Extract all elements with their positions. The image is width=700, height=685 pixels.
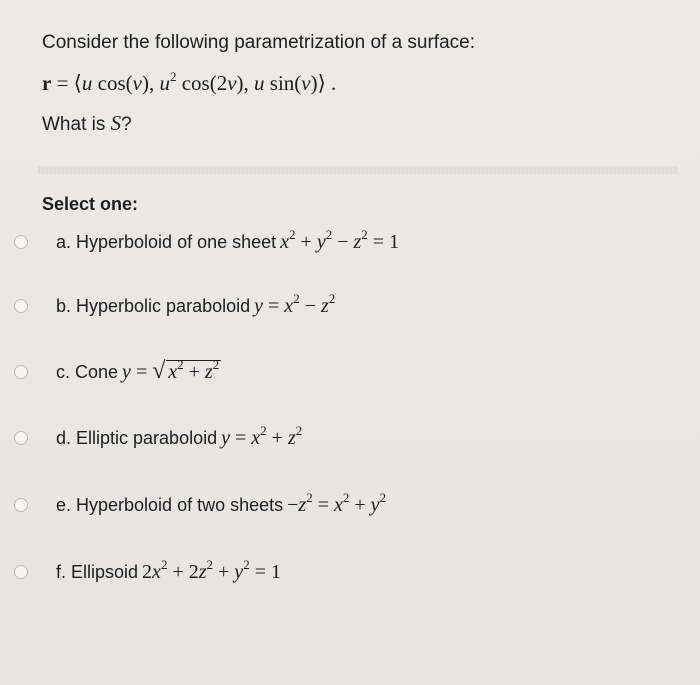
answer-option-d[interactable]	[14, 422, 302, 454]
square-root-icon: √ $x^2 + z^2$	[152, 356, 220, 384]
parametrization-formula	[42, 68, 642, 98]
answer-option-b[interactable]	[14, 290, 335, 322]
formula-cos2: cos(2	[176, 71, 228, 95]
formula-cos: cos(	[92, 71, 133, 95]
option-label: e. Hyperboloid of two sheets	[56, 495, 284, 515]
ask-variable: S	[110, 111, 122, 135]
radio-button-icon[interactable]	[14, 498, 28, 512]
formula-sin: sin(	[264, 71, 302, 95]
question-intro: Consider the following parametrization of a surface:	[42, 32, 476, 53]
formula-equals: =	[51, 71, 74, 95]
formula-vector-r: r	[42, 71, 52, 95]
formula-v: v	[227, 71, 237, 95]
option-equation: y = √ $x^2 + z^2$	[122, 356, 220, 384]
formula-u: u	[254, 71, 265, 95]
formula-u: u	[81, 71, 93, 95]
answer-option-a[interactable]	[14, 226, 399, 258]
ask-prefix: What is	[42, 114, 111, 135]
answer-option-f[interactable]	[14, 556, 281, 588]
option-label: f. Ellipsoid	[56, 562, 139, 582]
radio-button-icon[interactable]	[14, 235, 28, 249]
section-divider	[38, 166, 678, 174]
formula-v: v	[132, 71, 142, 95]
radio-button-icon[interactable]	[14, 299, 28, 313]
option-equation: $2x^2 + 2z^2 + y^2 = 1$	[142, 556, 281, 583]
answer-option-c[interactable]	[14, 356, 221, 388]
option-label: b. Hyperbolic paraboloid	[56, 296, 251, 316]
option-equation: $x^2 + y^2 - z^2 = 1$	[280, 226, 400, 253]
formula-close-bracket: )⟩ .	[310, 71, 337, 95]
radio-button-icon[interactable]	[14, 565, 28, 579]
formula-close: ),	[141, 71, 160, 95]
question-ask	[42, 110, 642, 138]
radio-button-icon[interactable]	[14, 365, 28, 379]
formula-open-bracket: ⟨	[73, 71, 82, 95]
select-one-label: Select one:	[42, 194, 139, 214]
formula-u: u	[159, 71, 170, 95]
formula-close: ),	[236, 71, 255, 95]
option-equation: $-z^2 = x^2 + y^2$	[287, 489, 387, 516]
question-block	[42, 30, 642, 138]
ask-suffix: ?	[121, 114, 132, 135]
radio-button-icon[interactable]	[14, 431, 28, 445]
formula-exponent: 2	[169, 69, 177, 84]
answer-option-e[interactable]	[14, 489, 386, 521]
option-label: d. Elliptic paraboloid	[56, 428, 218, 448]
option-label: a. Hyperboloid of one sheet	[56, 232, 277, 252]
option-label: c. Cone	[56, 362, 119, 382]
option-equation: $y = x^2 - z^2$	[254, 290, 336, 317]
option-equation: $y = x^2 + z^2$	[221, 422, 303, 449]
formula-v: v	[301, 71, 311, 95]
